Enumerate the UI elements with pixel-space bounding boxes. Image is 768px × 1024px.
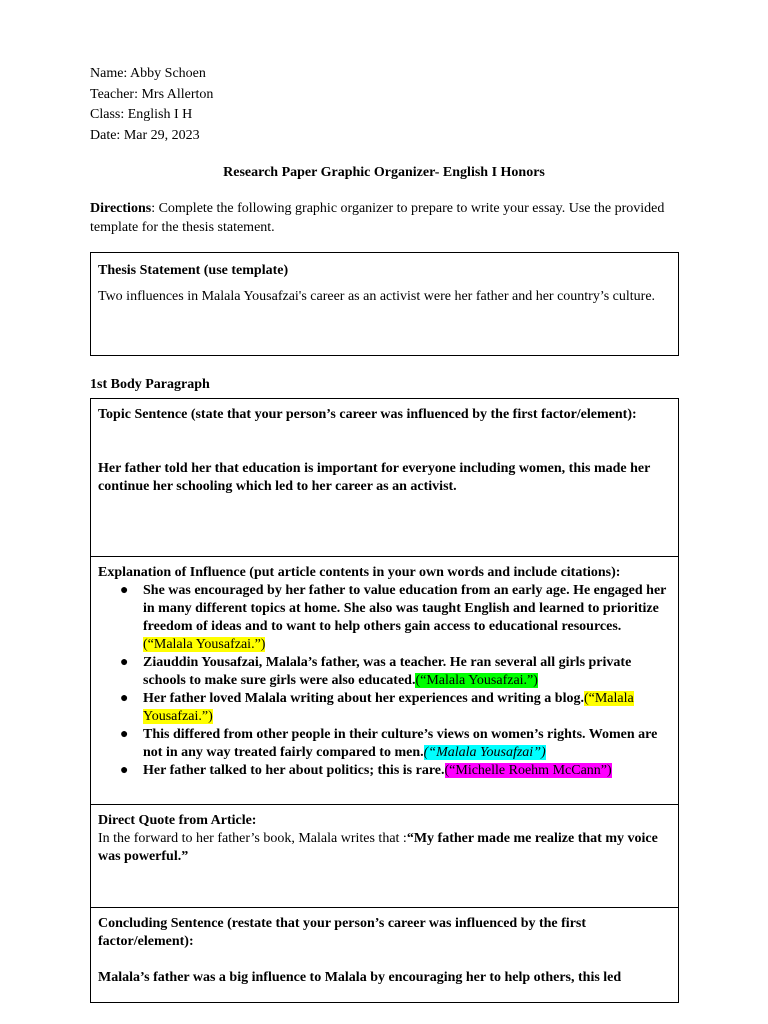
directions-text: : Complete the following graphic organizer to prepare to write your essay. Use the provided template for the thesis statement. bbox=[90, 201, 665, 235]
body-paragraph-table bbox=[90, 398, 679, 1003]
direct-quote-cell bbox=[91, 805, 678, 908]
citation: (“Michelle Roehm McCann”) bbox=[444, 763, 612, 778]
citation: (“Malala Yousafzai.”) bbox=[143, 691, 634, 724]
student-name: Name: Abby Schoen bbox=[90, 66, 206, 81]
citation: (“Malala Yousafzai.”) bbox=[143, 637, 266, 652]
topic-answer: Her father told her that education is important for everyone including women, this made her continue her schooling which led to her career as an activist. bbox=[98, 461, 651, 494]
concluding-heading: Concluding Sentence (restate that your person’s career was influenced by the first factor/element): bbox=[98, 916, 587, 949]
citation: (“Malala Yousafzai.”) bbox=[415, 673, 538, 688]
list-item bbox=[98, 762, 671, 780]
teacher-name: Teacher: Mrs Allerton bbox=[90, 86, 214, 102]
bullet-icon: ● bbox=[120, 727, 129, 742]
bullet-text: Ziauddin Yousafzai, Malala’s father, was a teacher. He ran several all girls private schools to make sure girls were also educated. bbox=[143, 655, 632, 688]
quote-heading: Direct Quote from Article: bbox=[98, 813, 257, 828]
topic-heading: Topic Sentence (state that your person’s career was influenced by the first factor/element): bbox=[98, 407, 637, 422]
bullet-icon: ● bbox=[120, 655, 129, 670]
explanation-cell bbox=[91, 557, 678, 805]
quote-body bbox=[98, 830, 671, 866]
concluding-sentence-cell bbox=[91, 908, 678, 1002]
thesis-text: Two influences in Malala Yousafzai's career as an activist were her father and her country’s culture. bbox=[98, 289, 656, 304]
thesis-heading: Thesis Statement (use template) bbox=[98, 263, 289, 278]
directions-label: Directions bbox=[90, 201, 152, 216]
list-item bbox=[98, 726, 671, 762]
bullet-text: She was encouraged by her father to value education from an early age. He engaged her in many different topics at home. She also was taught English and learned to prioritize freedom of ideas and to want to help others gain access to educational resources. bbox=[143, 583, 667, 634]
document-title: Research Paper Graphic Organizer- English I Honors bbox=[223, 165, 545, 180]
list-item bbox=[98, 582, 671, 654]
bullet-icon: ● bbox=[120, 763, 129, 778]
student-header bbox=[90, 64, 213, 146]
thesis-box bbox=[90, 252, 679, 356]
bullet-text: Her father talked to her about politics; this is rare. bbox=[143, 763, 445, 778]
list-item bbox=[98, 654, 671, 690]
explanation-heading: Explanation of Influence (put article contents in your own words and include citations): bbox=[98, 565, 621, 580]
body-paragraph-label: 1st Body Paragraph bbox=[90, 377, 210, 392]
bullet-icon: ● bbox=[120, 583, 129, 598]
bullet-text: Her father loved Malala writing about her experiences and writing a blog. bbox=[143, 691, 584, 706]
quote-intro: In the forward to her father’s book, Malala writes that : bbox=[98, 831, 407, 846]
topic-sentence-cell bbox=[91, 399, 678, 557]
concluding-answer: Malala’s father was a big influence to Malala by encouraging her to help others, this led bbox=[98, 970, 622, 985]
list-item bbox=[98, 690, 671, 726]
date: Date: Mar 29, 2023 bbox=[90, 127, 200, 143]
quote-text: “My father made me realize that my voice was powerful.” bbox=[98, 831, 658, 864]
class-name: Class: English I H bbox=[90, 107, 193, 122]
explanation-list bbox=[98, 582, 671, 780]
bullet-text: This differed from other people in their culture’s views on women’s rights. Women are not in any way treated fairly compared to men. bbox=[143, 727, 658, 760]
bullet-icon: ● bbox=[120, 691, 129, 706]
directions bbox=[90, 199, 690, 237]
citation: (“Malala Yousafzai”) bbox=[423, 745, 546, 760]
